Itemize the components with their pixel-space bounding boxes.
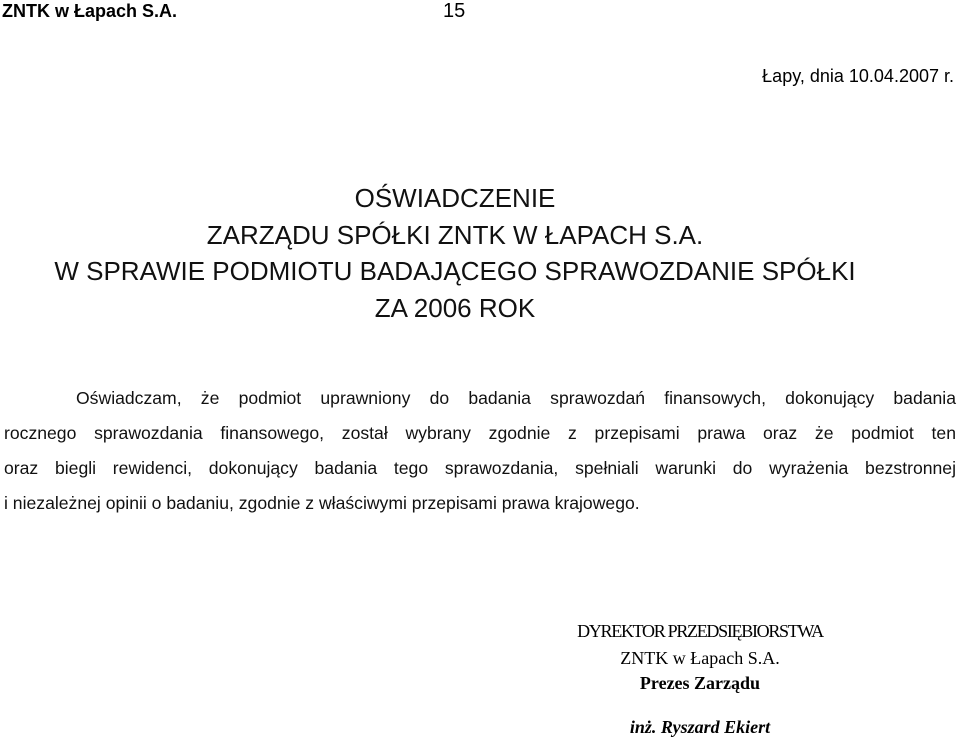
document-title xyxy=(0,180,910,326)
signature-block xyxy=(510,616,890,740)
signature-role: Prezes Zarządu xyxy=(639,673,761,693)
paragraph-line-2: rocznego sprawozdania finansowego, został wybrany zgodnie z przepisami prawa oraz że podmiot ten xyxy=(4,423,956,443)
page-number: 15 xyxy=(443,0,466,22)
title-line-2: ZARZĄDU SPÓŁKI ZNTK W ŁAPACH S.A. xyxy=(206,219,704,250)
signature-director-title: DYREKTOR PRZEDSIĘBIORSTWA xyxy=(577,621,823,641)
header-company-name: ZNTK w Łapach S.A. xyxy=(2,1,178,21)
paragraph-line-4: i niezależnej opinii o badaniu, zgodnie z właściwymi przepisami prawa krajowego. xyxy=(4,493,640,513)
signature-name: inż. Ryszard Ekiert xyxy=(629,717,771,737)
date-line: Łapy, dnia 10.04.2007 r. xyxy=(762,66,954,86)
title-line-1: OŚWIADCZENIE xyxy=(354,183,556,213)
paragraph-line-1: Oświadczam, że podmiot uprawniony do badania sprawozdań finansowych, dokonujący badania xyxy=(76,388,956,408)
title-line-4: ZA 2006 ROK xyxy=(374,292,536,323)
statement-paragraph xyxy=(4,381,956,521)
title-line-3: W SPRAWIE PODMIOTU BADAJĄCEGO SPRAWOZDANIE SPÓŁKI xyxy=(54,256,856,286)
paragraph-line-3: oraz biegli rewidenci, dokonujący badania tego sprawozdania, spełniali warunki do wyrażenia bezstronnej xyxy=(4,458,956,478)
signature-company: ZNTK w Łapach S.A. xyxy=(620,648,780,668)
